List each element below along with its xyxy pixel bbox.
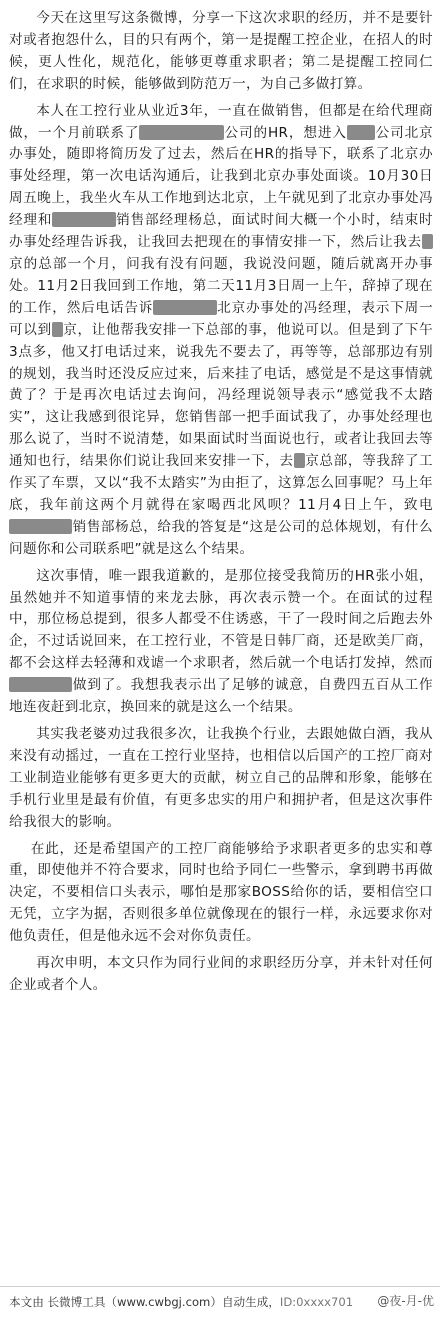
redaction-block bbox=[422, 234, 433, 249]
paragraph-text: 京，让他帮我安排一下总部的事，他说可以。但是到了下午3点多，他又打电话过来，说我先不要去了，再等等，总部那边有别的规划，我当时还没反应过来，后来挂了电话，感觉是不是这事情就黄了？于是再次电话过去询问，冯经理说领导表示“感觉我不太踏实”，这让我感到很诧异，您销售部一把手面试我了，办事处经理也那么说了，当时不说清楚，如果面试时当面说也行，或者让我回去等通知也行，结果你们说让我回来安排一下，去 bbox=[9, 321, 433, 470]
paragraph-text: 京总部，等我辞了工作买了车票，又以“我不太踏实”为由拒了，这算怎么回事呢？马上年底，我年前这两个月就得在家喝西北风呗？11月4日上午，致电 bbox=[9, 453, 433, 513]
footer-suffix: ）自动生成， bbox=[210, 1295, 280, 1309]
paragraph-text: 今天在这里写这条微博，分享一下这次求职的经历，并不是要针对或者抱怨什么，目的只有两个，第一是提醒工控企业，在招人的时候，更人性化，规范化，能够更尊重求职者；第二是提醒工控同仁们，在求职的时候，能够做到防范万一，为自己多做打算。 bbox=[9, 10, 433, 92]
redaction-block bbox=[9, 519, 72, 534]
paragraph-text: 在此，还是希望国产的工控厂商能够给予求职者更多的忠实和尊重，即使他并不符合要求，同时也给予同仁一些警示，拿到聘书再做决定，不要相信口头表示，哪怕是那家BOSS给你的话，要相信空口无凭，立字为据，否则很多单位就像现在的银行一样，永远要求你对他负责任，但是他永远不会对你负责任。 bbox=[9, 840, 433, 945]
redaction-block bbox=[153, 300, 216, 315]
paragraph-text: 销售部经理杨总，面试时间大概一个小时，结束时办事处经理告诉我，让我回去把现在的事情安排一下，然后让我去 bbox=[9, 212, 433, 251]
redaction-block bbox=[9, 677, 72, 692]
paragraph-text: 销售部杨总，给我的答复是“这是公司的总体规划，有什么问题你和公司联系吧”就是这么个结果。 bbox=[9, 518, 433, 557]
paragraph-text: 北京办事处的冯经理，表示下周一可以到 bbox=[9, 299, 434, 338]
paragraph bbox=[9, 8, 433, 96]
footer bbox=[0, 1286, 440, 1318]
paragraph bbox=[9, 566, 433, 719]
paragraph-text: 京的总部一个月，问我有没有问题，我说没问题，随后就离开办事处。11月2日我回到工作地，第二天11月3日周一上午，辞掉了现在的工作，然后电话告诉 bbox=[9, 255, 433, 316]
footer-prefix: 本文由 长微博工具（ bbox=[9, 1295, 118, 1309]
weibo-watermark: @夜-月-优 bbox=[377, 1294, 434, 1308]
redaction-block bbox=[52, 212, 115, 227]
paragraph bbox=[9, 724, 433, 834]
paragraph bbox=[9, 839, 433, 949]
paragraph-text: 本人在工控行业从业近3年，一直在做销售，但都是在给代理商做，一个月前联系了 bbox=[9, 102, 433, 141]
paragraph-text: 再次申明，本文只作为同行业间的求职经历分享，并未针对任何企业或者个人。 bbox=[9, 955, 433, 993]
paragraph-text: 做到了。我想我表示出了足够的诚意，自费四五百从工作地连夜赶到北京，换回来的就是这么一个结果。 bbox=[9, 677, 433, 716]
paragraph-text: 这次事情，唯一跟我道歉的，是那位接受我简历的HR张小姐，虽然她并不知道事情的来龙去脉，再次表示赞一个。在面试的过程中，那位杨总提到，很多人都受不住诱惑，干了一段时间之后跑去外企，不过话说回来，在工控行业，不管是日韩厂商，还是欧美厂商，都不会这样去轻薄和戏谑一个求职者，然后就一个电话打发掉，然而 bbox=[9, 567, 433, 672]
paragraph-text: 公司北京办事处，随即将简历发了过去，然后在HR的指导下，联系了北京办事处经理，第一次电话沟通后，让我到北京办事处面谈。10月30日周五晚上，我坐火车从工作地到达北京，上午就见到了北京办事处冯经理和 bbox=[9, 124, 433, 229]
redaction-block bbox=[347, 125, 375, 140]
redaction-block bbox=[294, 453, 305, 468]
paragraph bbox=[9, 101, 433, 561]
paragraph-text: 其实我老婆劝过我很多次，让我换个行业，去跟她做白酒，我从来没有动摇过，一直在工控行业坚持，也相信以后国产的工控厂商对工业制造业能够有更多更大的贡献，树立自己的品牌和形象，能够在手机行业里是最有价值，有更多忠实的用户和拥护者，但是这次事件给我很大的影响。 bbox=[9, 726, 433, 830]
redaction-block bbox=[139, 125, 224, 140]
redaction-block bbox=[52, 322, 63, 337]
paragraph bbox=[9, 953, 433, 997]
footer-tail: ID:0xxxx701 bbox=[279, 1295, 354, 1309]
paragraph-text: 公司的HR，想进入 bbox=[223, 124, 347, 141]
footer-url[interactable]: www.cwbgj.com bbox=[117, 1295, 211, 1309]
